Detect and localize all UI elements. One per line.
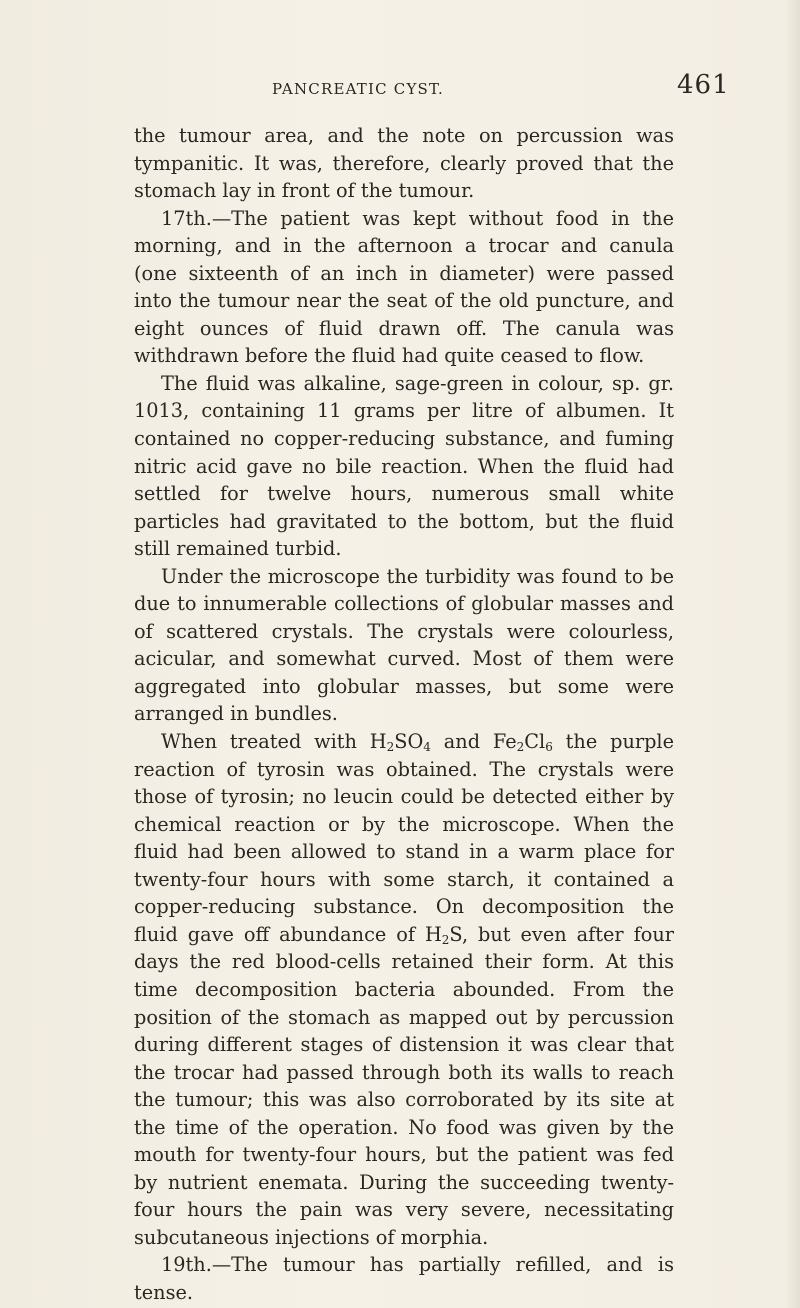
text-run: Cl — [524, 730, 546, 754]
running-head — [0, 70, 800, 110]
running-title: PANCREATIC CYST. — [272, 80, 445, 98]
page-edge-shadow — [784, 0, 800, 1308]
body-text — [134, 122, 674, 1307]
page-number: 461 — [677, 70, 730, 100]
paragraph-microscope: Under the microscope the turbidity was found to be due to innumerable collections of globular masses and of scattered crystals. The crystals were colourless, acicular, and somewhat curved. Most of them were aggregated into globular masses, but some were arranged in bundles. — [134, 564, 674, 726]
subscript: 4 — [423, 740, 431, 755]
text-run: the purple reaction of tyrosin was obtained. The crystals were those of tyrosin; no leucin could be detected either by chemical reaction or by the microscope. When the fluid had been allowed to stand in a warm place for twenty-four hours with some starch, it contained a copper-reducing substance. On decomposition the fluid gave off abundance of H — [134, 730, 674, 946]
text-run: and Fe — [430, 730, 517, 754]
subscript: 2 — [516, 740, 525, 755]
paragraph-continuation: the tumour area, and the note on percussion was tympanitic. It was, therefore, clearly proved that the stomach lay in front of the tumour. — [134, 124, 674, 203]
paragraph-tyrosin-reaction — [134, 728, 674, 1251]
subscript: 2 — [441, 932, 450, 947]
text-run: SO — [394, 730, 424, 754]
paragraph-19th: 19th.—The tumour has partially refilled, and is tense. — [134, 1253, 674, 1304]
paragraph-17th: 17th.—The patient was kept without food in the morning, and in the afternoon a trocar and canula (one sixteenth of an inch in diameter) were passed into the tumour near the seat of the old puncture, and eight ounces of fluid drawn off. The canula was withdrawn before the fluid had quite ceased to flow. — [134, 206, 674, 368]
text-run: When treated with H — [161, 730, 387, 754]
subscript: 6 — [545, 740, 553, 755]
text-run: S, but even after four days the red blood-cells retained their form. At this time decomposition bacteria abounded. From the position of the stomach as mapped out by percussion during different stages of distension it was clear that the trocar had passed through both its walls to reach the tumour; this was also corroborated by its site at the time of the operation. No food was given by the mouth for twenty-four hours, but the patient was fed by nutrient enemata. During the succeeding twenty-four hours the pain was very severe, necessitating subcutaneous injections of morphia. — [134, 922, 674, 1249]
paragraph-fluid-analysis: The fluid was alkaline, sage-green in colour, sp. gr. 1013, containing 11 grams per litre of albumen. It contained no copper-reducing substance, and fuming nitric acid gave no bile reaction. When the fluid had settled for twelve hours, numerous small white particles had gravitated to the bottom, but the fluid still remained turbid. — [134, 371, 674, 561]
subscript: 2 — [386, 740, 395, 755]
